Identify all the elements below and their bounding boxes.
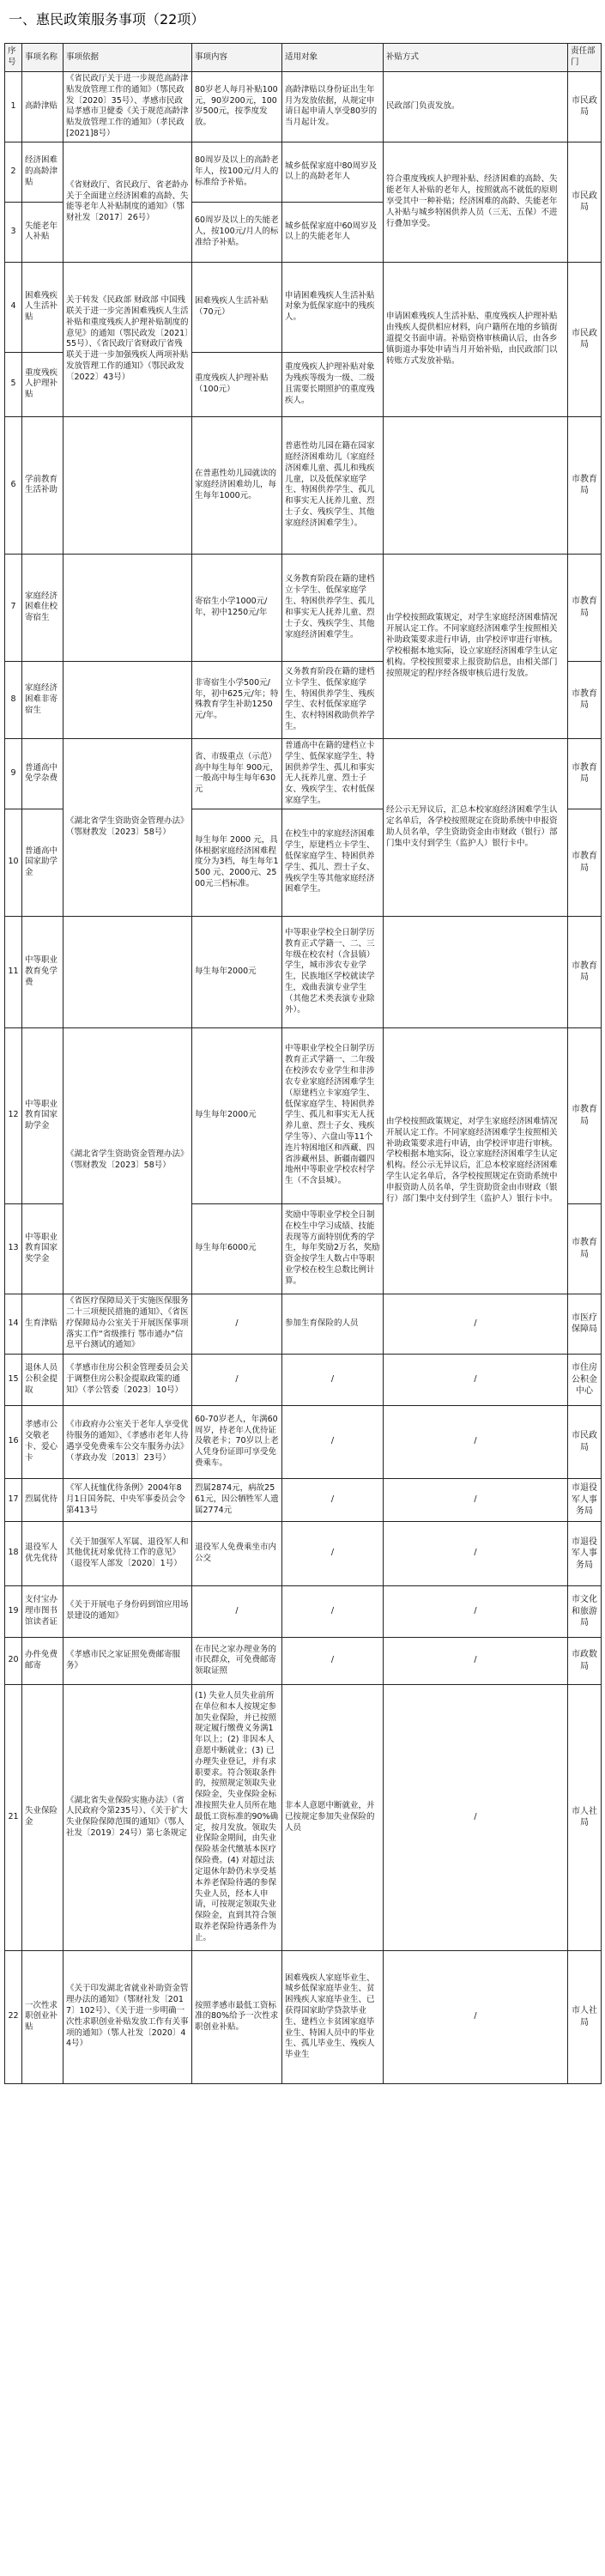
cell-dept: 市住房公积金中心: [568, 1354, 602, 1405]
header-seq: 序号: [5, 44, 22, 72]
cell-target: 城乡低保家庭中80周岁及以上的高龄老年人: [282, 142, 384, 202]
cell-basis: 《湖北省学生资助资金管理办法》（鄂财教发〔2023〕58号）: [64, 738, 192, 916]
cell-name: 家庭经济困难住校寄宿生: [22, 554, 64, 661]
cell-seq: 16: [5, 1405, 22, 1478]
cell-name: 普通高中国家助学金: [22, 809, 64, 916]
table-row: [5, 916, 602, 1027]
table-row: [5, 554, 602, 661]
cell-target: /: [282, 1478, 384, 1521]
cell-basis: [64, 916, 192, 1027]
cell-seq: 7: [5, 554, 22, 661]
table-row: [5, 1354, 602, 1405]
cell-dept: 市民政局: [568, 262, 602, 416]
cell-target: /: [282, 1637, 384, 1684]
cell-name: 孝感市公交敬老卡、爱心卡: [22, 1405, 64, 1478]
cell-content: 60-70岁老人，年满60周岁，持老年人优待证及敬老卡；70岁以上老人凭身份证即可享受免费乘车。: [192, 1405, 282, 1478]
table-row: [5, 1027, 602, 1203]
cell-basis: 《省医疗保障局关于实施医保服务二十三项便民措施的通知》、《省医疗保障局办公室关于开展医保事项落实工作“省级推行 鄂市通办”信息平台测试的通知》: [64, 1294, 192, 1354]
cell-method: /: [384, 1950, 568, 2083]
cell-content: (1) 失业人员失业前所在单位和本人按规定参加失业保险，并已按照规定履行缴费义务满1年以上；(2) 非因本人意愿中断就业；(3) 已办理失业登记，并有求职要求。符合领取条件的，按照规定领取失业保险金，失业保险金标准按照失业人员所在地最低工资标准的90%确定，按月发放。领取失业保险金期间，由失业保险基金代缴基本医疗保险费。(4) 对超过法定退休年龄仍未享受基本养老保险待遇的参保失业人员，经本人申请，可按规定领取失业保险金，直到其符合领取养老保险待遇条件为止。: [192, 1684, 282, 1950]
cell-basis: 《关于印发湖北省就业补助资金管理办法的通知》（鄂财社发〔2017〕102号）、《关于进一步明确一次性求职创业补贴发放工作有关事项的通知》（鄂人社发〔2020〕44号）: [64, 1950, 192, 2083]
cell-name: 高龄津贴: [22, 72, 64, 142]
cell-basis: 《市政府办公室关于老年人享受优待服务的通知》、《孝感市老年人待遇享受免费乘车公交车服务办法》（孝政办发〔2013〕23号）: [64, 1405, 192, 1478]
cell-name: 支付宝办理市图书馆读者证: [22, 1585, 64, 1637]
cell-content: /: [192, 1294, 282, 1354]
cell-basis: 《孝感市住房公积金管理委员会关于调整住房公积金提取政策的通知》（孝公管委〔2023〕10号）: [64, 1354, 192, 1405]
table-row: [5, 262, 602, 352]
section-title: 一、惠民政策服务事项（22项）: [9, 11, 205, 27]
cell-basis: 关于转发《民政部 财政部 中国残联关于进一步完善困难残疾人生活补贴和重度残疾人护理补贴制度的意见》的通知（鄂民政发〔2021〕55号）、《省民政厅省财政厅省残联关于进一步加强残疾人两项补贴发放管理工作的通知》（鄂民政发〔2022〕43号）: [64, 262, 192, 416]
cell-dept: 市教育局: [568, 738, 602, 809]
cell-target: /: [282, 1521, 384, 1585]
cell-seq: 17: [5, 1478, 22, 1521]
cell-method: /: [384, 1478, 568, 1521]
cell-method: /: [384, 1405, 568, 1478]
table-row: [5, 1637, 602, 1684]
cell-content: 80周岁及以上的高龄老年人，按100元/月人的标准给予补贴。: [192, 142, 282, 202]
cell-name: 退休人员公积金提取: [22, 1354, 64, 1405]
cell-seq: 19: [5, 1585, 22, 1637]
cell-method: /: [384, 1585, 568, 1637]
header-name: 事项名称: [22, 44, 64, 72]
cell-dept: 市教育局: [568, 809, 602, 916]
cell-seq: 5: [5, 352, 22, 416]
cell-target: 中等职业学校全日制学历教育正式学籍一、二、三年级在校农村（含县镇）学生，城市涉农专业学生，民族地区学校就读学生，戏曲表演专业学生（其他艺术类表演专业除外）。: [282, 916, 384, 1027]
cell-name: 困难残疾人生活补贴: [22, 262, 64, 352]
table-row: [5, 738, 602, 809]
header-method: 补贴方式: [384, 44, 568, 72]
cell-dept: 市教育局: [568, 554, 602, 661]
header-basis: 事项依据: [64, 44, 192, 72]
cell-content: /: [192, 1354, 282, 1405]
cell-dept: 市退役军人事务局: [568, 1521, 602, 1585]
cell-content: 每生每年 2000 元，具体根据家庭经济困难程度分为3档，每生每年1500 元、2000元、2500元三档标准。: [192, 809, 282, 916]
cell-method: 由学校按照政策规定，对学生家庭经济困难情况开展认定工作。不同家庭经济困难学生按照相关补助政策要求进行申请，由学校评审进行审核。学校根据本地实际，设立家庭经济困难学生认定机构。学校按照要求上报资助信息，由相关部门按照规定的程序经各级审核后进行发放。: [384, 554, 568, 738]
cell-dept: 市文化和旅游局: [568, 1585, 602, 1637]
cell-basis: 《湖北省失业保险实施办法》（省人民政府令第235号）、《关于扩大失业保险保障范围的通知》（鄂人社发〔2019〕24号）第七条规定: [64, 1684, 192, 1950]
cell-seq: 2: [5, 142, 22, 202]
cell-target: 重度残疾人护理补贴对象为残疾等级为一级、二级且需要长期照护的重度残疾人。: [282, 352, 384, 416]
cell-target: 普惠性幼儿园在籍在园家庭经济困难幼儿（家庭经济困难儿童、孤儿和残疾儿童，以及低保家庭学生、特困供养学生、孤儿和事实无人抚养儿童、烈士子女、残疾学生、其他家庭经济困难学生）。: [282, 416, 384, 554]
cell-seq: 1: [5, 72, 22, 142]
cell-method: /: [384, 1637, 568, 1684]
header-content: 事项内容: [192, 44, 282, 72]
cell-method: 经公示无异议后，汇总本校家庭经济困难学生认定名单后，各学校按照规定在资助系统中申报资助人员名单，学生资助资金由市财政（银行）部门集中支付到学生（监护人）银行卡中。: [384, 738, 568, 916]
cell-seq: 9: [5, 738, 22, 809]
cell-seq: 6: [5, 416, 22, 554]
cell-dept: 市教育局: [568, 916, 602, 1027]
cell-name: 重度残疾人护理补贴: [22, 352, 64, 416]
cell-name: 经济困难的高龄津贴: [22, 142, 64, 202]
cell-content: 在普惠性幼儿园就读的家庭经济困难幼儿，每生每年1000元。: [192, 416, 282, 554]
cell-method: 申请困难残疾人生活补贴、重度残疾人护理补贴由残疾人提供相应材料，向户籍所在地的乡镇街道提交书面申请。补贴资格审核确认后，由各乡镇街道办事处申请当月开始补贴，由民政部门以转账方式发放补贴。: [384, 262, 568, 416]
cell-dept: 市民政局: [568, 1405, 602, 1478]
cell-target: 高龄津贴以身份证出生年月为发放依据，从规定申请日起申请人享受80岁的当月起计发。: [282, 72, 384, 142]
table-row: [5, 1478, 602, 1521]
table-row: [5, 1684, 602, 1950]
cell-seq: 8: [5, 661, 22, 738]
cell-content: 困难残疾人生活补贴（70元）: [192, 262, 282, 352]
cell-name: 学前教育生活补助: [22, 416, 64, 554]
cell-method: /: [384, 1294, 568, 1354]
cell-name: 中等职业教育国家奖学金: [22, 1203, 64, 1294]
table-header-row: [5, 44, 602, 72]
cell-content: 每生每年2000元: [192, 916, 282, 1027]
cell-seq: 10: [5, 809, 22, 916]
cell-method: [384, 916, 568, 1027]
cell-content: 每生每年6000元: [192, 1203, 282, 1294]
cell-content: 按照孝感市最低工资标准的80%给予一次性求职创业补贴。: [192, 1950, 282, 2083]
cell-target: 参加生育保险的人员: [282, 1294, 384, 1354]
cell-name: 中等职业教育国家助学金: [22, 1027, 64, 1203]
cell-seq: 18: [5, 1521, 22, 1585]
cell-basis: [64, 661, 192, 738]
policy-table: [4, 43, 602, 2084]
cell-name: 失能老年人补贴: [22, 202, 64, 262]
cell-content: 60周岁及以上的失能老人，按100元/月人的标准给予补贴。: [192, 202, 282, 262]
cell-dept: 市教育局: [568, 1027, 602, 1203]
cell-content: 80岁老人每月补贴100元，90岁200元，100岁500元，按季度发放。: [192, 72, 282, 142]
cell-dept: 市人社局: [568, 1950, 602, 2083]
header-target: 适用对象: [282, 44, 384, 72]
cell-method: /: [384, 1354, 568, 1405]
cell-basis: 《孝感市民之家证照免费邮寄服务》: [64, 1637, 192, 1684]
cell-target: /: [282, 1405, 384, 1478]
cell-dept: 市民政局: [568, 142, 602, 262]
cell-target: 申请困难残疾人生活补贴对象为低保家庭中的残疾人。: [282, 262, 384, 352]
cell-content: 重度残疾人护理补贴（100元）: [192, 352, 282, 416]
cell-dept: 市人社局: [568, 1684, 602, 1950]
cell-basis: 《湖北省学生资助资金管理办法》（鄂财教发〔2023〕58号）: [64, 1027, 192, 1294]
cell-seq: 22: [5, 1950, 22, 2083]
cell-name: 家庭经济困难非寄宿生: [22, 661, 64, 738]
cell-seq: 15: [5, 1354, 22, 1405]
table-row: [5, 1405, 602, 1478]
cell-basis: 《省财政厅、省民政厅、省老龄办关于全面建立经济困难的高龄、失能等老年人补贴制度的通知》（鄂财社发〔2017〕26号）: [64, 142, 192, 262]
cell-name: 烈属优待: [22, 1478, 64, 1521]
cell-target: /: [282, 1585, 384, 1637]
cell-basis: 《省民政厅关于进一步规范高龄津贴发放管理工作的通知》（鄂民政发〔2020〕35号）、孝感市民政局孝感市卫健委《关于规范高龄津贴发放管理工作的通知》（孝民政[2021]8号）: [64, 72, 192, 142]
cell-content: 非寄宿生小学500元/年，初中625元/年；特殊教育学生补助1250元/年。: [192, 661, 282, 738]
table-row: [5, 72, 602, 142]
table-row: [5, 142, 602, 202]
table-row: [5, 1585, 602, 1637]
cell-seq: 12: [5, 1027, 22, 1203]
table-row: [5, 416, 602, 554]
cell-dept: 市退役军人事务局: [568, 1478, 602, 1521]
cell-basis: 《军人抚恤优待条例》2004年8月1日国务院、中央军事委员会令第413号: [64, 1478, 192, 1521]
cell-content: 退役军人免费乘坐市内公交: [192, 1521, 282, 1585]
cell-name: 普通高中免学杂费: [22, 738, 64, 809]
cell-seq: 11: [5, 916, 22, 1027]
cell-seq: 13: [5, 1203, 22, 1294]
table-row: [5, 1294, 602, 1354]
cell-basis: 《关于加强军人军属、退役军人和其他优抚对象优待工作的意见》（退役军人部发〔2020〕1号）: [64, 1521, 192, 1585]
cell-dept: 市教育局: [568, 1203, 602, 1294]
cell-target: 普通高中在籍的建档立卡学生、低保家庭学生、特困供养学生、孤儿和事实无人抚养儿童、烈士子女、残疾学生、农村低保家庭学生。: [282, 738, 384, 809]
cell-target: 奖励中等职业学校全日制在校生中学习成绩、技能表现等方面特别优秀的学生，每年奖励2万名，奖励资金按学生人数占中等职业学校在校生总数比例计算。: [282, 1203, 384, 1294]
cell-content: 省、市级重点（示范）高中每生每年 900元，一般高中每生每年630元: [192, 738, 282, 809]
cell-dept: 市政数局: [568, 1637, 602, 1684]
cell-content: 每生每年2000元: [192, 1027, 282, 1203]
cell-seq: 3: [5, 202, 22, 262]
cell-name: 一次性求职创业补贴: [22, 1950, 64, 2083]
cell-target: /: [282, 1354, 384, 1405]
cell-basis: [64, 416, 192, 554]
cell-seq: 4: [5, 262, 22, 352]
table-row: [5, 1950, 602, 2083]
cell-dept: 市教育局: [568, 416, 602, 554]
cell-seq: 14: [5, 1294, 22, 1354]
cell-content: 寄宿生小学1000元/年，初中1250元/年: [192, 554, 282, 661]
cell-target: 非本人意愿中断就业，并已按规定参加失业保险的人员: [282, 1684, 384, 1950]
cell-target: 城乡低保家庭中60周岁及以上的失能老年人: [282, 202, 384, 262]
cell-method: 由学校按照政策规定，对学生家庭经济困难情况开展认定工作。不同家庭经济困难学生按照相关补助政策要求进行申请，由学校评审进行审核。学校根据本地实际，设立家庭经济困难学生认定机构。经公示无异议后，汇总本校家庭经济困难学生认定名单后，各学校按照规定在资助系统中申报资助人员名单，学生资助资金由市财政（银行）部门集中支付到学生（监护人）银行卡中。: [384, 1027, 568, 1294]
cell-seq: 21: [5, 1684, 22, 1950]
cell-target: 义务教育阶段在籍的建档立卡学生、低保家庭学生、特困供养学生、孤儿和事实无人抚养儿童、烈士子女、残疾学生、其他家庭经济困难学生。: [282, 554, 384, 661]
cell-name: 生育津贴: [22, 1294, 64, 1354]
cell-seq: 20: [5, 1637, 22, 1684]
cell-content: 烈属2874元，病故2561元，因公牺牲军人遗属2774元: [192, 1478, 282, 1521]
cell-name: 办件免费邮寄: [22, 1637, 64, 1684]
header-dept: 责任部门: [568, 44, 602, 72]
cell-name: 失业保险金: [22, 1684, 64, 1950]
cell-name: 退役军人优先优待: [22, 1521, 64, 1585]
cell-basis: 《关于开展电子身份码到馆应用场景建设的通知》: [64, 1585, 192, 1637]
cell-dept: 市医疗保障局: [568, 1294, 602, 1354]
cell-method: [384, 416, 568, 554]
cell-basis: [64, 554, 192, 661]
cell-target: 在校生中的家庭经济困难学生，原建档立卡学生、低保家庭学生、特困供养学生、孤儿、烈士子女、残疾学生等其他家庭经济困难学生。: [282, 809, 384, 916]
cell-method: /: [384, 1684, 568, 1950]
cell-target: 困难残疾人家庭毕业生、城乡低保家庭毕业生、贫困残疾人家庭毕业生、已获得国家助学贷款毕业生、建档立卡贫困家庭毕业生、特困人员中的毕业生、孤儿毕业生、残疾人毕业生: [282, 1950, 384, 2083]
cell-dept: 市教育局: [568, 661, 602, 738]
cell-target: 中等职业学校全日制学历教育正式学籍一、二年级在校涉农专业学生和非涉农专业家庭经济困难学生（原建档立卡家庭学生、低保家庭学生、特困供养学生、孤儿和事实无人抚养儿童、烈士子女、残疾学生等）、六盘山等11个连片特困地区和西藏、四省涉藏州县、新疆南疆四地州中等职业学校农村学生（不含县城）。: [282, 1027, 384, 1203]
cell-target: 义务教育阶段在籍的建档立卡学生、低保家庭学生、特困供养学生、残疾学生、农村低保家庭学生、农村特困救助供养学生。: [282, 661, 384, 738]
table-row: [5, 1521, 602, 1585]
cell-method: 符合重度残疾人护理补贴、经济困难的高龄、失能老年人补贴的老年人，按照就高不就低的原则享受其中一种补贴；经济困难的高龄、失能老年人补贴与城乡特困供养人员（三无、五保）不进行叠加享受。: [384, 142, 568, 262]
cell-content: 在市民之家办理业务的市民群众，可免费邮寄领取证照: [192, 1637, 282, 1684]
cell-content: /: [192, 1585, 282, 1637]
cell-dept: 市民政局: [568, 72, 602, 142]
cell-method: /: [384, 1521, 568, 1585]
cell-method: 民政部门负责发放。: [384, 72, 568, 142]
cell-name: 中等职业教育免学费: [22, 916, 64, 1027]
